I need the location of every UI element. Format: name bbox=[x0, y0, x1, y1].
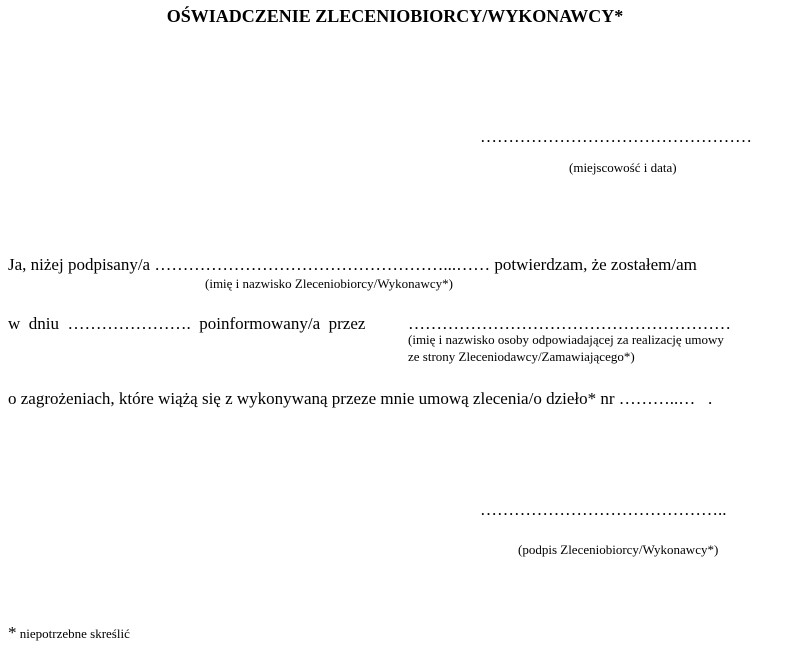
footnote-star: * bbox=[8, 623, 17, 642]
signature-dots: …………………………………….. bbox=[480, 500, 727, 519]
place-date-caption: (miejscowość i data) bbox=[569, 160, 677, 175]
responsible-person-caption-2: ze strony Zleceniodawcy/Zamawiającego*) bbox=[408, 349, 635, 364]
place-date-dots: ………………………………………… bbox=[480, 127, 752, 146]
declaration-line-1: Ja, niżej podpisany/a ……………………………………………...…… potwierdzam, że zostałem/am bbox=[8, 255, 697, 274]
responsible-person-caption-1: (imię i nazwisko osoby odpowiadającej za realizację umowy bbox=[408, 332, 724, 347]
signature-caption: (podpis Zleceniobiorcy/Wykonawcy*) bbox=[518, 542, 719, 557]
footnote-text: niepotrzebne skreślić bbox=[16, 626, 130, 641]
document-title: OŚWIADCZENIE ZLECENIOBIORCY/WYKONAWCY* bbox=[166, 6, 624, 26]
contractor-name-caption: (imię i nazwisko Zleceniobiorcy/Wykonawcy*) bbox=[205, 276, 453, 291]
declaration-line-3: o zagrożeniach, które wiążą się z wykonywaną przeze mnie umową zlecenia/o dzieło* nr ………..… . bbox=[8, 389, 713, 408]
declaration-line-2-start: w dniu …………………. poinformowany/a przez bbox=[8, 314, 366, 333]
responsible-person-dots: ………………………………………………… bbox=[408, 314, 731, 333]
footnote bbox=[8, 624, 130, 642]
